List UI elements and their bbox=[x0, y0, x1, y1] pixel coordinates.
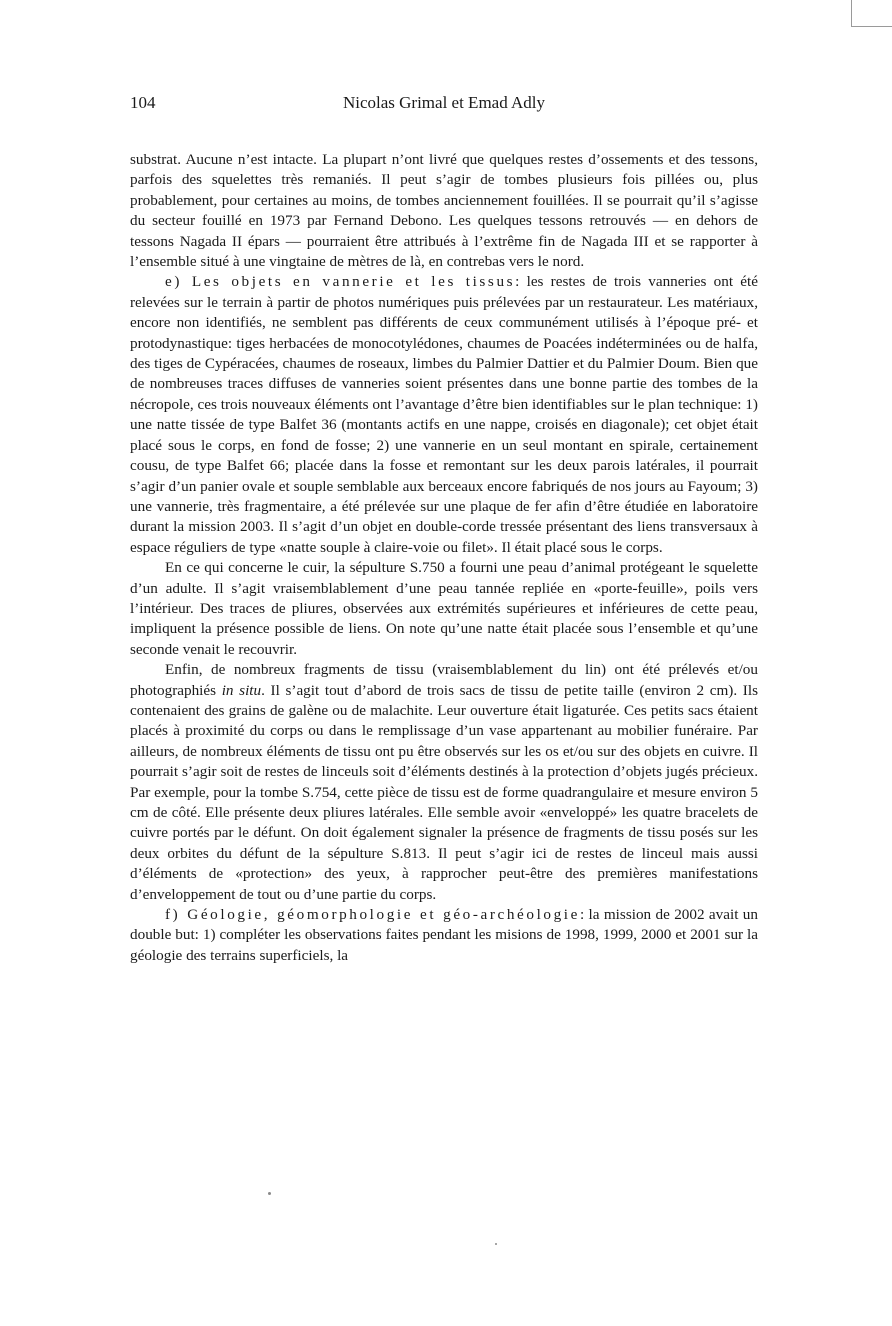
paragraph-text: . Il s’agit tout d’abord de trois sacs de tissu de petite taille (environ 2 cm). Ils contenaient des grains de galène ou de malachite. Leur ouverture était ligaturée. Ces petits sacs étaient placés à proximité du corps ou dans le remplissage d’un vase appartenant au mobilier funéraire. Par ailleurs, de nombreux éléments de tissu ont pu être observés sur les os et/ou sur des objets en cuivre. Il pourrait s’agir soit de restes de linceuls soit d’éléments destinés à la protection d’objets jugés précieux. Par exemple, pour la tombe S.754, cette pièce de tissu est de forme quadrangulaire et mesure environ 5 cm de côté. Elle présente deux pliures latérales. Elle semble avoir «enveloppé» les quatre bracelets de cuivre portés par le défunt. On doit également signaler la présence de fragments de tissu posés sur les deux orbites du défunt de la sépulture S.813. Il peut s’agir ici de restes de linceul mais aussi d’éléments de «protection» des yeux, à rapprocher peut-être des premières manifestations d’enveloppement de tout ou d’une partie du corps. bbox=[130, 681, 758, 903]
paragraph-geologie bbox=[130, 905, 758, 966]
page-corner-mark bbox=[851, 0, 892, 27]
scan-speck bbox=[495, 1243, 497, 1245]
paragraph-text: : la mission de 2002 avait un double but: 1) compléter les observations faites pendant les misions de 1998, 1999, 2000 et 2001 sur la géologie des terrains superficiels, la bbox=[130, 906, 758, 964]
page-number: 104 bbox=[130, 93, 156, 112]
paragraph-text: substrat. Aucune n’est intacte. La plupart n’ont livré que quelques restes d’ossements et des tessons, parfois des squelettes très remaniés. Il peut s’agir de tombes plusieurs fois pillées ou, plus probablement, pour certaines au moins, de tombes anciennement fouillées. Il se pourrait qu’il s’agisse du secteur fouillé en 1973 par Fernand Debono. Les quelques tessons retrouvés — en dehors de tessons Nagada II épars — pourraient être attribués à l’extrême fin de Nagada III et se rapporter à l’ensemble situé à une vingtaine de mètres de là, en contrebas vers le nord. bbox=[130, 151, 758, 271]
paragraph-text: En ce qui concerne le cuir, la sépulture S.750 a fourni une peau d’animal protégeant le squelette d’un adulte. Il s’agit vraisemblablement d’une peau tannée repliée en «porte-feuille», poils vers l’intérieur. Des traces de pliures, observées aux extrémités supérieures et inférieures de cette peau, impliquent la présence possible de liens. On note qu’une natte était placée sous l’ensemble et qu’une seconde venait le recouvrir. bbox=[130, 559, 758, 658]
section-heading-geologie: f) Géologie, géomorphologie et géo-archéologie bbox=[165, 906, 580, 924]
body-text bbox=[130, 150, 758, 966]
paragraph-text: Enfin, de nombreux fragments de tissu (vraisemblablement du lin) ont été prélevés et/ou photographiés bbox=[130, 661, 758, 699]
running-head bbox=[130, 93, 758, 117]
paragraph-tissu bbox=[130, 660, 758, 905]
running-title: Nicolas Grimal et Emad Adly bbox=[342, 93, 546, 112]
italic-term: in situ bbox=[221, 681, 262, 699]
scan-speck bbox=[268, 1192, 271, 1195]
paragraph-text: : les restes de trois vanneries ont été relevées sur le terrain à partir de photos numériques puis prélevées par un restaurateur. Les matériaux, encore non identifiés, ne semblent pas différents de ceux communément utilisés à l’époque pré- et protodynastique: tiges herbacées de monocotylédones, chaumes de Poacées indéterminées ou de halfa, des tiges de Cypéracées, chaumes de roseaux, limbes du Palmier Dattier et du Palmier Doum. Bien que de nombreuses traces diffuses de vanneries soient présentes dans une bonne partie des tombes de la nécropole, ces trois nouveaux éléments ont l’avantage d’être bien identifiables sur le plan technique: 1) une natte tissée de type Balfet 36 (montants actifs en une nappe, croisés en diagonale); cet objet était placé sous le corps, en fond de fosse; 2) une vannerie en un seul montant en spirale, certainement cousu, de type Balfet 66; placée dans la fosse et remontant sur les deux parois latérales, il pourrait s’agir d’un panier ovale et souple semblable aux berceaux encore fabriqués de nos jours au Fayoum; 3) une vannerie, très fragmentaire, a été prélevée sur une plaque de fer afin d’être étudiée en laboratoire durant la mission 2003. Il s’agit d’un objet en double-corde tressée présentant des liens transversaux à espace réguliers de type «natte souple à claire-voie ou filet». Il était placé sous le corps. bbox=[130, 273, 758, 556]
paragraph-vannerie bbox=[130, 272, 758, 558]
paragraph-substrat bbox=[130, 150, 758, 272]
paragraph-cuir bbox=[130, 558, 758, 660]
section-heading-vannerie: e) Les objets en vannerie et les tissus bbox=[165, 273, 516, 291]
